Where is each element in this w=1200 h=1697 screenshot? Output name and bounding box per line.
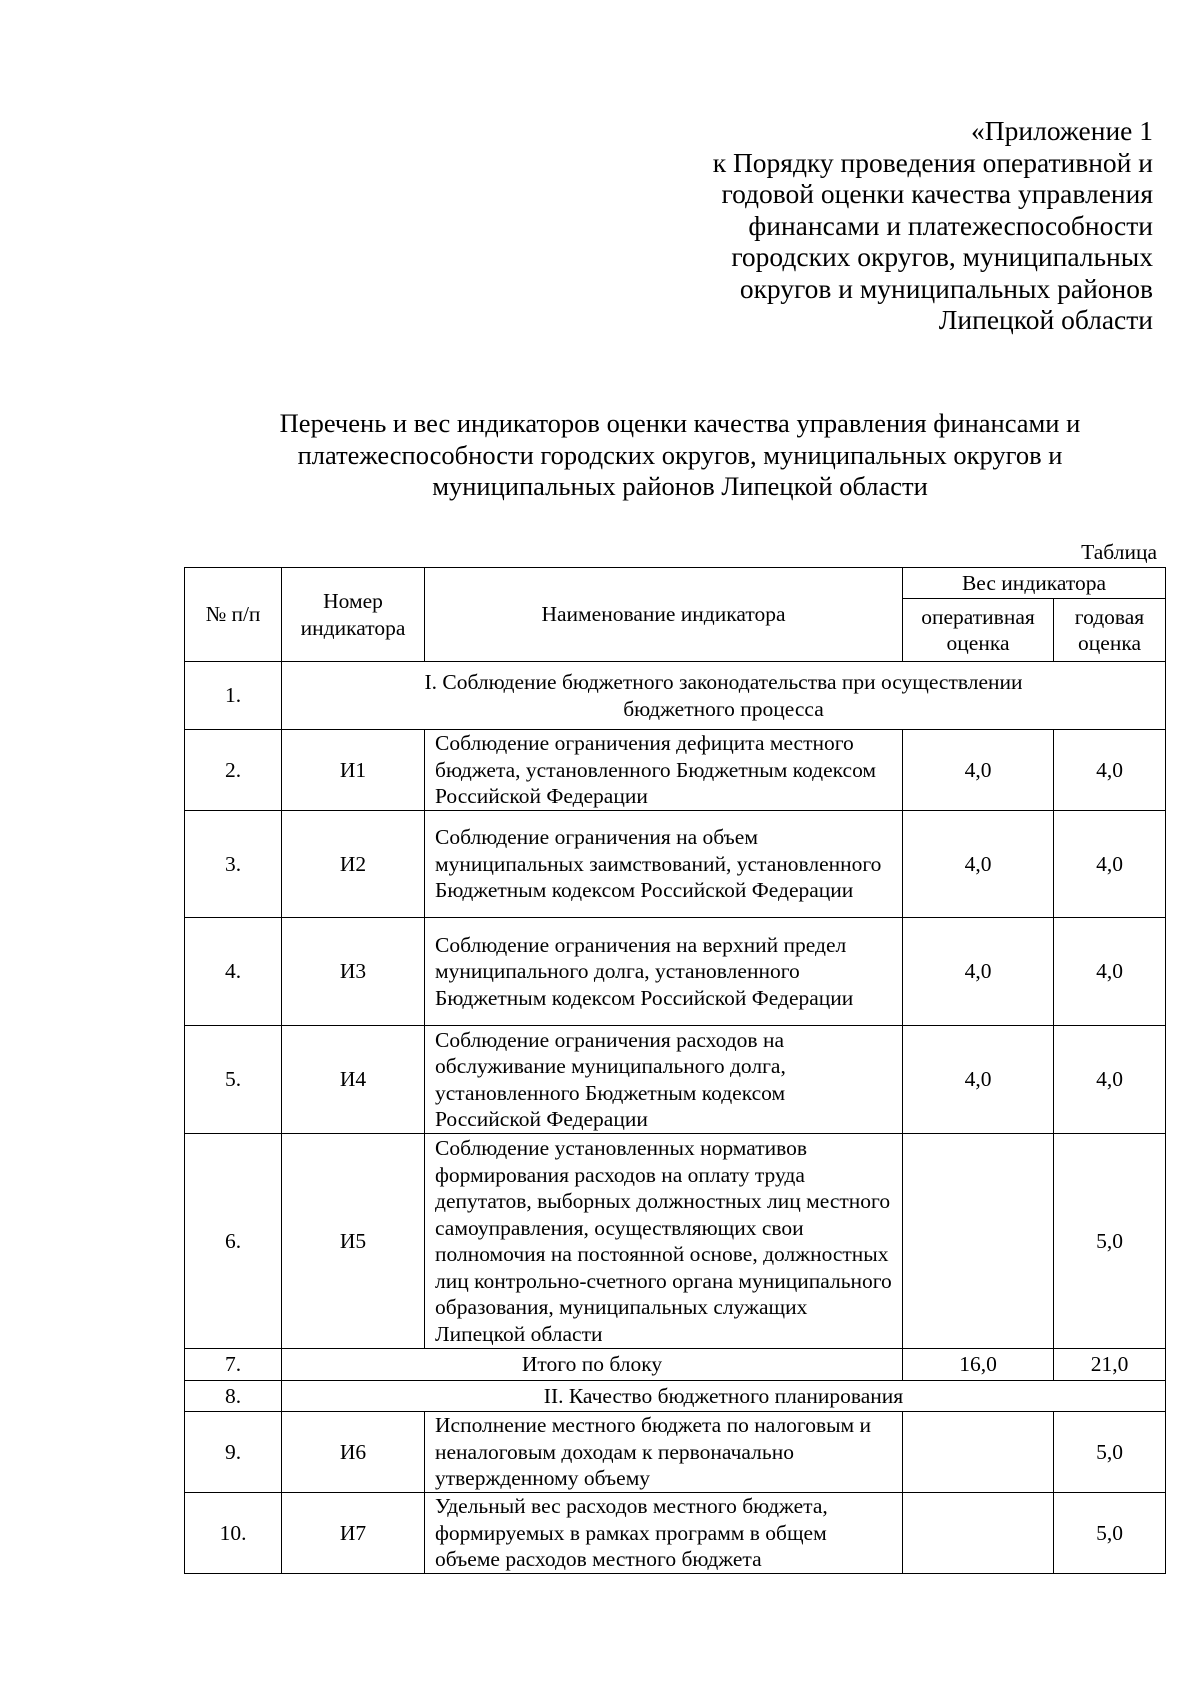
row-annual-weight: 4,0 bbox=[1054, 918, 1166, 1026]
header-oper-line: оперативная bbox=[921, 604, 1035, 629]
row-num: 3. bbox=[185, 811, 282, 918]
table-row bbox=[185, 1134, 1166, 1349]
row-code: И5 bbox=[282, 1134, 425, 1349]
section-title-line: бюджетного процесса bbox=[623, 696, 824, 721]
header-row bbox=[185, 568, 1166, 599]
row-oper-weight: 4,0 bbox=[903, 730, 1054, 811]
document-title bbox=[180, 408, 1180, 503]
row-code: И1 bbox=[282, 730, 425, 811]
row-indicator-name: Удельный вес расходов местного бюджета, формируемых в рамках программ в общем объеме расходов местного бюджета bbox=[425, 1493, 903, 1574]
section-title bbox=[282, 662, 1166, 730]
header-name: Наименование индикатора bbox=[425, 568, 903, 662]
title-line: муниципальных районов Липецкой области bbox=[432, 471, 928, 501]
appendix-header bbox=[633, 115, 1153, 336]
section-title: II. Качество бюджетного планирования bbox=[282, 1381, 1166, 1412]
title-line: Перечень и вес индикаторов оценки качества управления финансами и bbox=[279, 408, 1081, 438]
row-indicator-name: Соблюдение ограничения расходов на обслуживание муниципального долга, установленного Бюджетным кодексом Российской Федерации bbox=[425, 1026, 903, 1134]
section-title-line: I. Соблюдение бюджетного законодательства при осуществлении bbox=[424, 670, 1023, 694]
table-caption: Таблица bbox=[1081, 540, 1157, 564]
row-annual-weight: 4,0 bbox=[1054, 1026, 1166, 1134]
total-row bbox=[185, 1349, 1166, 1381]
table-row bbox=[185, 811, 1166, 918]
row-annual-weight: 4,0 bbox=[1054, 730, 1166, 811]
row-annual-weight: 5,0 bbox=[1054, 1134, 1166, 1349]
row-indicator-name: Соблюдение установленных нормативов формирования расходов на оплату труда депутатов, выборных должностных лиц местного самоуправления, осуществляющих свои полномочия на постоянной основе, должностных лиц контрольно-счетного органа муниципального образования, муниципальных служащих Липецкой области bbox=[425, 1134, 903, 1349]
header-weight: Вес индикатора bbox=[903, 568, 1166, 599]
table-row bbox=[185, 918, 1166, 1026]
row-annual-weight: 4,0 bbox=[1054, 811, 1166, 918]
table-row bbox=[185, 1412, 1166, 1493]
row-indicator-name: Соблюдение ограничения на верхний предел муниципального долга, установленного Бюджетным кодексом Российской Федерации bbox=[425, 918, 903, 1026]
appendix-line: годовой оценки качества управления bbox=[721, 178, 1153, 209]
row-num: 8. bbox=[185, 1381, 282, 1412]
row-annual-weight: 21,0 bbox=[1054, 1349, 1166, 1381]
row-oper-weight: 16,0 bbox=[903, 1349, 1054, 1381]
header-num: № п/п bbox=[185, 568, 282, 662]
row-indicator-name: Соблюдение ограничения дефицита местного бюджета, установленного Бюджетным кодексом Российской Федерации bbox=[425, 730, 903, 811]
appendix-line: к Порядку проведения оперативной и bbox=[712, 146, 1153, 178]
table-row bbox=[185, 730, 1166, 811]
header-code bbox=[282, 568, 425, 662]
row-code: И2 bbox=[282, 811, 425, 918]
header-annual-line: оценка bbox=[1078, 631, 1141, 655]
row-num: 5. bbox=[185, 1026, 282, 1134]
appendix-line: финансами и платежеспособности bbox=[748, 209, 1153, 241]
row-num: 9. bbox=[185, 1412, 282, 1493]
row-oper-weight bbox=[903, 1493, 1054, 1574]
row-num: 6. bbox=[185, 1134, 282, 1349]
row-num: 1. bbox=[185, 662, 282, 730]
row-oper-weight bbox=[903, 1134, 1054, 1349]
appendix-line: Липецкой области bbox=[938, 304, 1153, 335]
row-indicator-name: Исполнение местного бюджета по налоговым и неналоговым доходам к первоначально утвержденному объему bbox=[425, 1412, 903, 1493]
row-oper-weight: 4,0 bbox=[903, 1026, 1054, 1134]
row-annual-weight: 5,0 bbox=[1054, 1412, 1166, 1493]
row-code: И4 bbox=[282, 1026, 425, 1134]
row-indicator-name: Соблюдение ограничения на объем муниципальных заимствований, установленного Бюджетным кодексом Российской Федерации bbox=[425, 811, 903, 918]
header-oper bbox=[903, 599, 1054, 662]
table-row bbox=[185, 1493, 1166, 1574]
row-num: 10. bbox=[185, 1493, 282, 1574]
header-code-line: индикатора bbox=[300, 615, 406, 640]
row-oper-weight: 4,0 bbox=[903, 811, 1054, 918]
row-oper-weight bbox=[903, 1412, 1054, 1493]
appendix-line: городских округов, муниципальных bbox=[731, 241, 1153, 272]
indicators-table bbox=[184, 567, 1166, 1574]
header-annual bbox=[1054, 599, 1166, 662]
title-line: платежеспособности городских округов, муниципальных округов и bbox=[297, 439, 1063, 470]
row-num: 4. bbox=[185, 918, 282, 1026]
header-code-line: Номер bbox=[323, 589, 383, 613]
appendix-line: округов и муниципальных районов bbox=[739, 272, 1153, 304]
row-code: И3 bbox=[282, 918, 425, 1026]
row-num: 2. bbox=[185, 730, 282, 811]
header-annual-line: годовая bbox=[1074, 604, 1145, 629]
total-label: Итого по блоку bbox=[282, 1349, 903, 1381]
row-code: И6 bbox=[282, 1412, 425, 1493]
row-annual-weight: 5,0 bbox=[1054, 1493, 1166, 1574]
row-num: 7. bbox=[185, 1349, 282, 1381]
section-row bbox=[185, 662, 1166, 730]
table-row bbox=[185, 1026, 1166, 1134]
row-oper-weight: 4,0 bbox=[903, 918, 1054, 1026]
section-row bbox=[185, 1381, 1166, 1412]
header-oper-line: оценка bbox=[946, 631, 1010, 655]
appendix-line: «Приложение 1 bbox=[971, 115, 1153, 146]
row-code: И7 bbox=[282, 1493, 425, 1574]
